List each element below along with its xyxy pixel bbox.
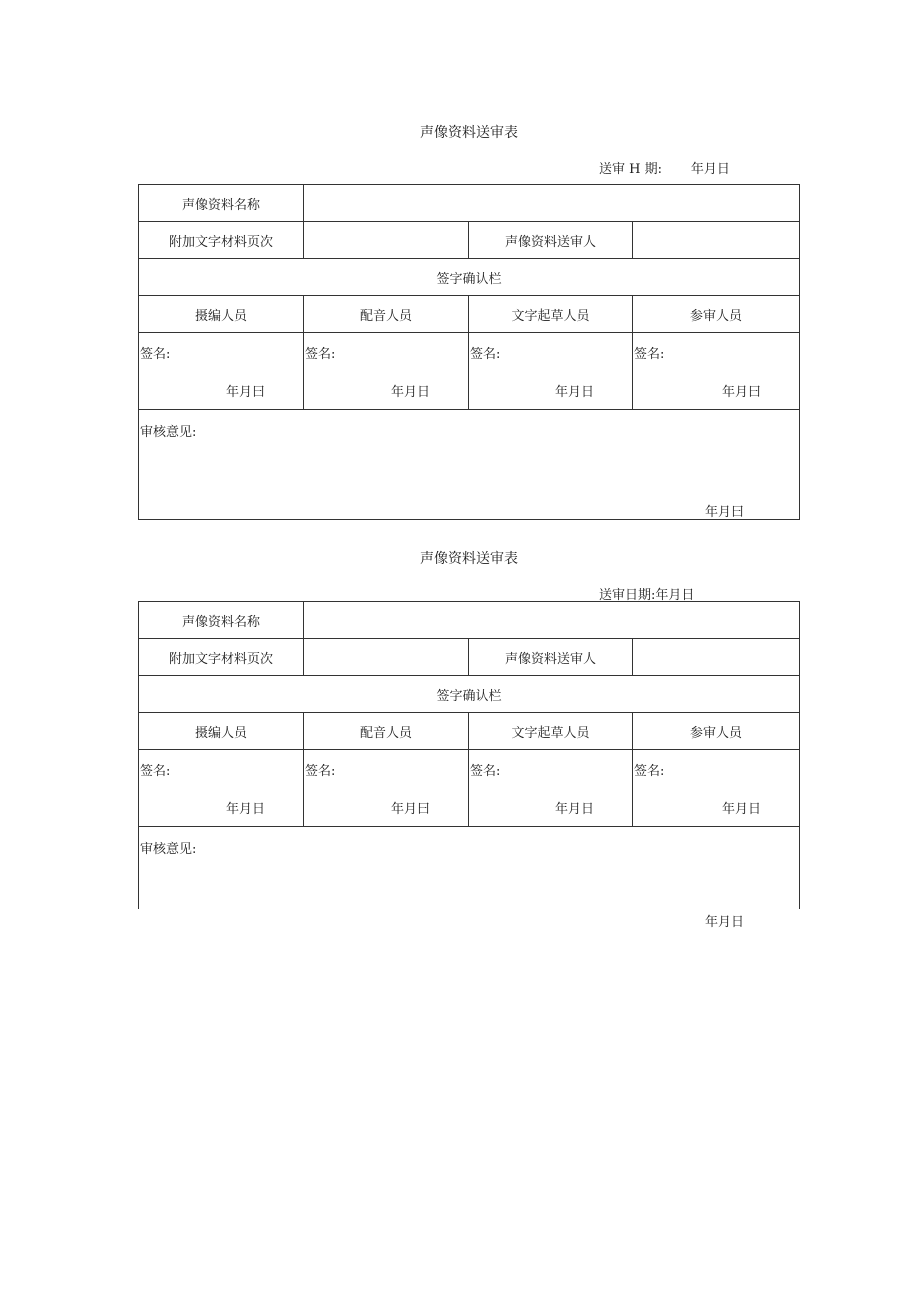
review-form-table [138, 184, 800, 520]
signature-cell-editor[interactable] [139, 333, 304, 410]
role-editor: 摄编人员 [139, 713, 304, 750]
form-title: 声像资料送审表 [420, 551, 518, 567]
attached-pages-field[interactable] [304, 222, 469, 259]
material-name-field[interactable] [304, 602, 800, 639]
signature-date: 年月日 [554, 385, 594, 400]
sign-section-header: 签字确认栏 [139, 259, 800, 296]
sign-section-header: 签字确认栏 [139, 676, 800, 713]
signature-cell-voiceover[interactable] [304, 333, 469, 410]
signature-date: 年月曰 [390, 802, 430, 817]
submitter-field[interactable] [633, 222, 800, 259]
review-form [138, 601, 799, 930]
signature-label: 签名: [470, 347, 501, 362]
signature-cell-editor[interactable] [139, 750, 304, 827]
material-name-field[interactable] [304, 185, 800, 222]
signature-cell-text-drafter[interactable] [469, 750, 633, 827]
signature-label: 签名: [470, 764, 501, 779]
signature-date: 年月曰 [722, 385, 762, 400]
review-form-table [138, 601, 800, 930]
role-editor: 摄编人员 [139, 296, 304, 333]
role-reviewer: 参审人员 [633, 713, 800, 750]
signature-label: 签名: [634, 764, 665, 779]
signature-date: 年月日 [225, 802, 265, 817]
submitter-label: 声像资料送审人 [469, 639, 633, 676]
signature-cell-voiceover[interactable] [304, 750, 469, 827]
role-reviewer: 参审人员 [633, 296, 800, 333]
signature-label: 签名: [634, 347, 665, 362]
material-name-label: 声像资料名称 [139, 185, 304, 222]
role-voiceover: 配音人员 [304, 713, 469, 750]
signature-date: 年月日 [390, 385, 430, 400]
submit-date-line: 送审日期:年月日 [599, 588, 695, 603]
role-text-drafter: 文字起草人员 [469, 713, 633, 750]
submitter-field[interactable] [633, 639, 800, 676]
attached-pages-label: 附加文字材料页次 [139, 639, 304, 676]
submit-date-line: 送审 H 期: 年月日 [599, 162, 730, 177]
signature-label: 签名: [140, 347, 171, 362]
signature-date: 年月曰 [225, 385, 265, 400]
attached-pages-label: 附加文字材料页次 [139, 222, 304, 259]
signature-date: 年月日 [554, 802, 594, 817]
role-voiceover: 配音人员 [304, 296, 469, 333]
role-text-drafter: 文字起草人员 [469, 296, 633, 333]
review-opinion-label: 审核意见: [140, 425, 197, 440]
review-opinion-date: 年月日 [705, 915, 745, 930]
signature-date: 年月日 [722, 802, 762, 817]
review-form [138, 184, 799, 520]
attached-pages-field[interactable] [304, 639, 469, 676]
review-opinion-cell[interactable] [139, 827, 800, 930]
signature-cell-reviewer[interactable] [633, 333, 800, 410]
material-name-label: 声像资料名称 [139, 602, 304, 639]
form-title: 声像资料送审表 [420, 125, 518, 141]
signature-label: 签名: [305, 347, 336, 362]
review-opinion-date: 年月曰 [705, 505, 745, 520]
review-opinion-label: 审核意见: [140, 842, 197, 857]
signature-label: 签名: [305, 764, 336, 779]
signature-cell-reviewer[interactable] [633, 750, 800, 827]
signature-label: 签名: [140, 764, 171, 779]
review-opinion-cell[interactable] [139, 410, 800, 520]
submitter-label: 声像资料送审人 [469, 222, 633, 259]
signature-cell-text-drafter[interactable] [469, 333, 633, 410]
